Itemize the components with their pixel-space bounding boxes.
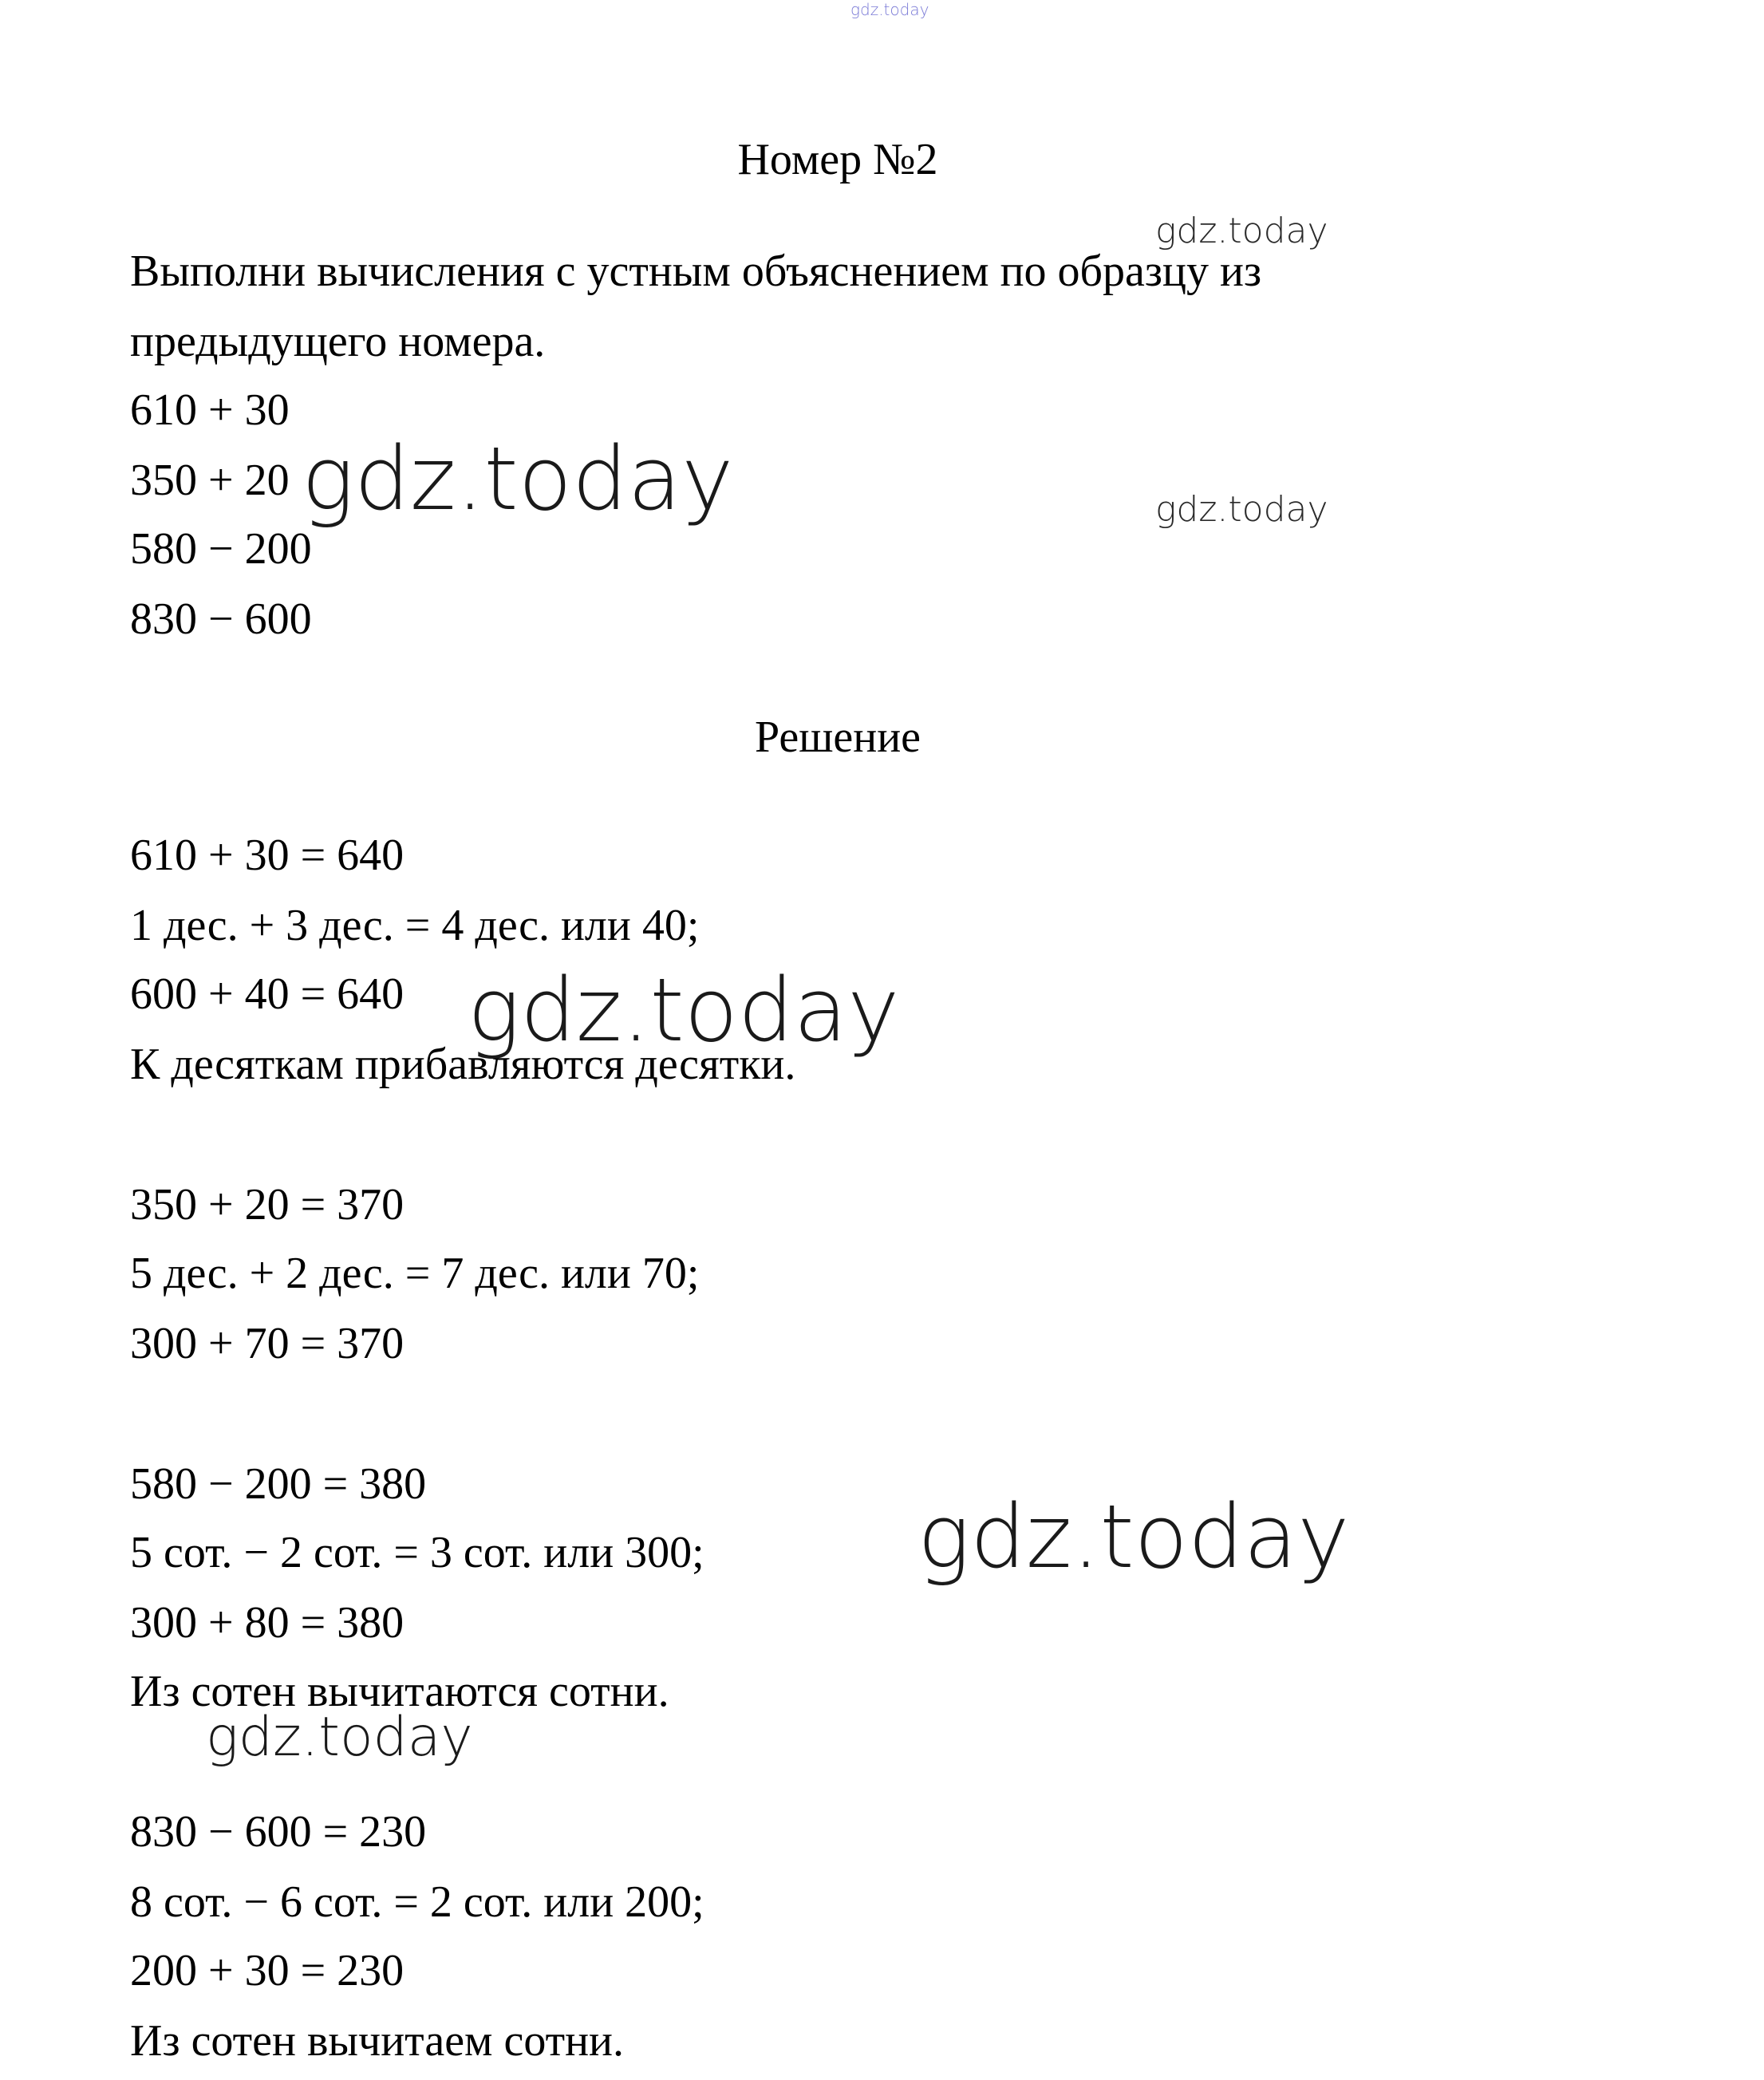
solution-block1-line-1: 610 + 30 = 640	[130, 831, 404, 880]
solution-block1-line-2: 1 дес. + 3 дес. = 4 дес. или 40;	[130, 901, 700, 950]
solution-block1-line-3: 600 + 40 = 640	[130, 969, 404, 1019]
task-expression-1: 610 + 30	[130, 385, 290, 435]
task-expression-2: 350 + 20	[130, 456, 290, 505]
task-instruction-line-2: предыдущего номера.	[130, 317, 546, 366]
solution-block2-line-2: 5 дес. + 2 дес. = 7 дес. или 70;	[130, 1249, 700, 1298]
task-title: Номер №2	[737, 135, 938, 184]
solution-block4-line-1: 830 − 600 = 230	[130, 1807, 427, 1857]
solution-block3-line-4: Из сотен вычитаются сотни.	[130, 1667, 669, 1716]
task-expression-3: 580 − 200	[130, 524, 312, 574]
solution-block4-line-2: 8 сот. − 6 сот. = 2 сот. или 200;	[130, 1877, 704, 1927]
solution-block2-line-1: 350 + 20 = 370	[130, 1180, 404, 1229]
solution-block1-line-4: К десяткам прибавляются десятки.	[130, 1040, 796, 1089]
watermark-large-1: gdz.today	[302, 428, 734, 530]
solution-heading: Решение	[754, 712, 921, 762]
watermark-large-2: gdz.today	[468, 959, 900, 1061]
watermark-small-1: gdz.today	[1155, 211, 1328, 251]
watermark-mid-1: gdz.today	[206, 1706, 473, 1769]
watermark-large-3: gdz.today	[918, 1486, 1350, 1588]
watermark-small-2: gdz.today	[1155, 489, 1328, 530]
solution-block3-line-1: 580 − 200 = 380	[130, 1459, 427, 1509]
solution-block3-line-2: 5 сот. − 2 сот. = 3 сот. или 300;	[130, 1528, 704, 1577]
watermark-top: gdz.today	[850, 0, 929, 19]
solution-block4-line-4: Из сотен вычитаем сотни.	[130, 2016, 625, 2066]
task-expression-4: 830 − 600	[130, 594, 312, 644]
task-instruction-line-1: Выполни вычисления с устным объяснением по образцу из	[130, 247, 1262, 296]
solution-block3-line-3: 300 + 80 = 380	[130, 1598, 404, 1648]
solution-block2-line-3: 300 + 70 = 370	[130, 1319, 404, 1368]
solution-block4-line-3: 200 + 30 = 230	[130, 1946, 404, 1995]
